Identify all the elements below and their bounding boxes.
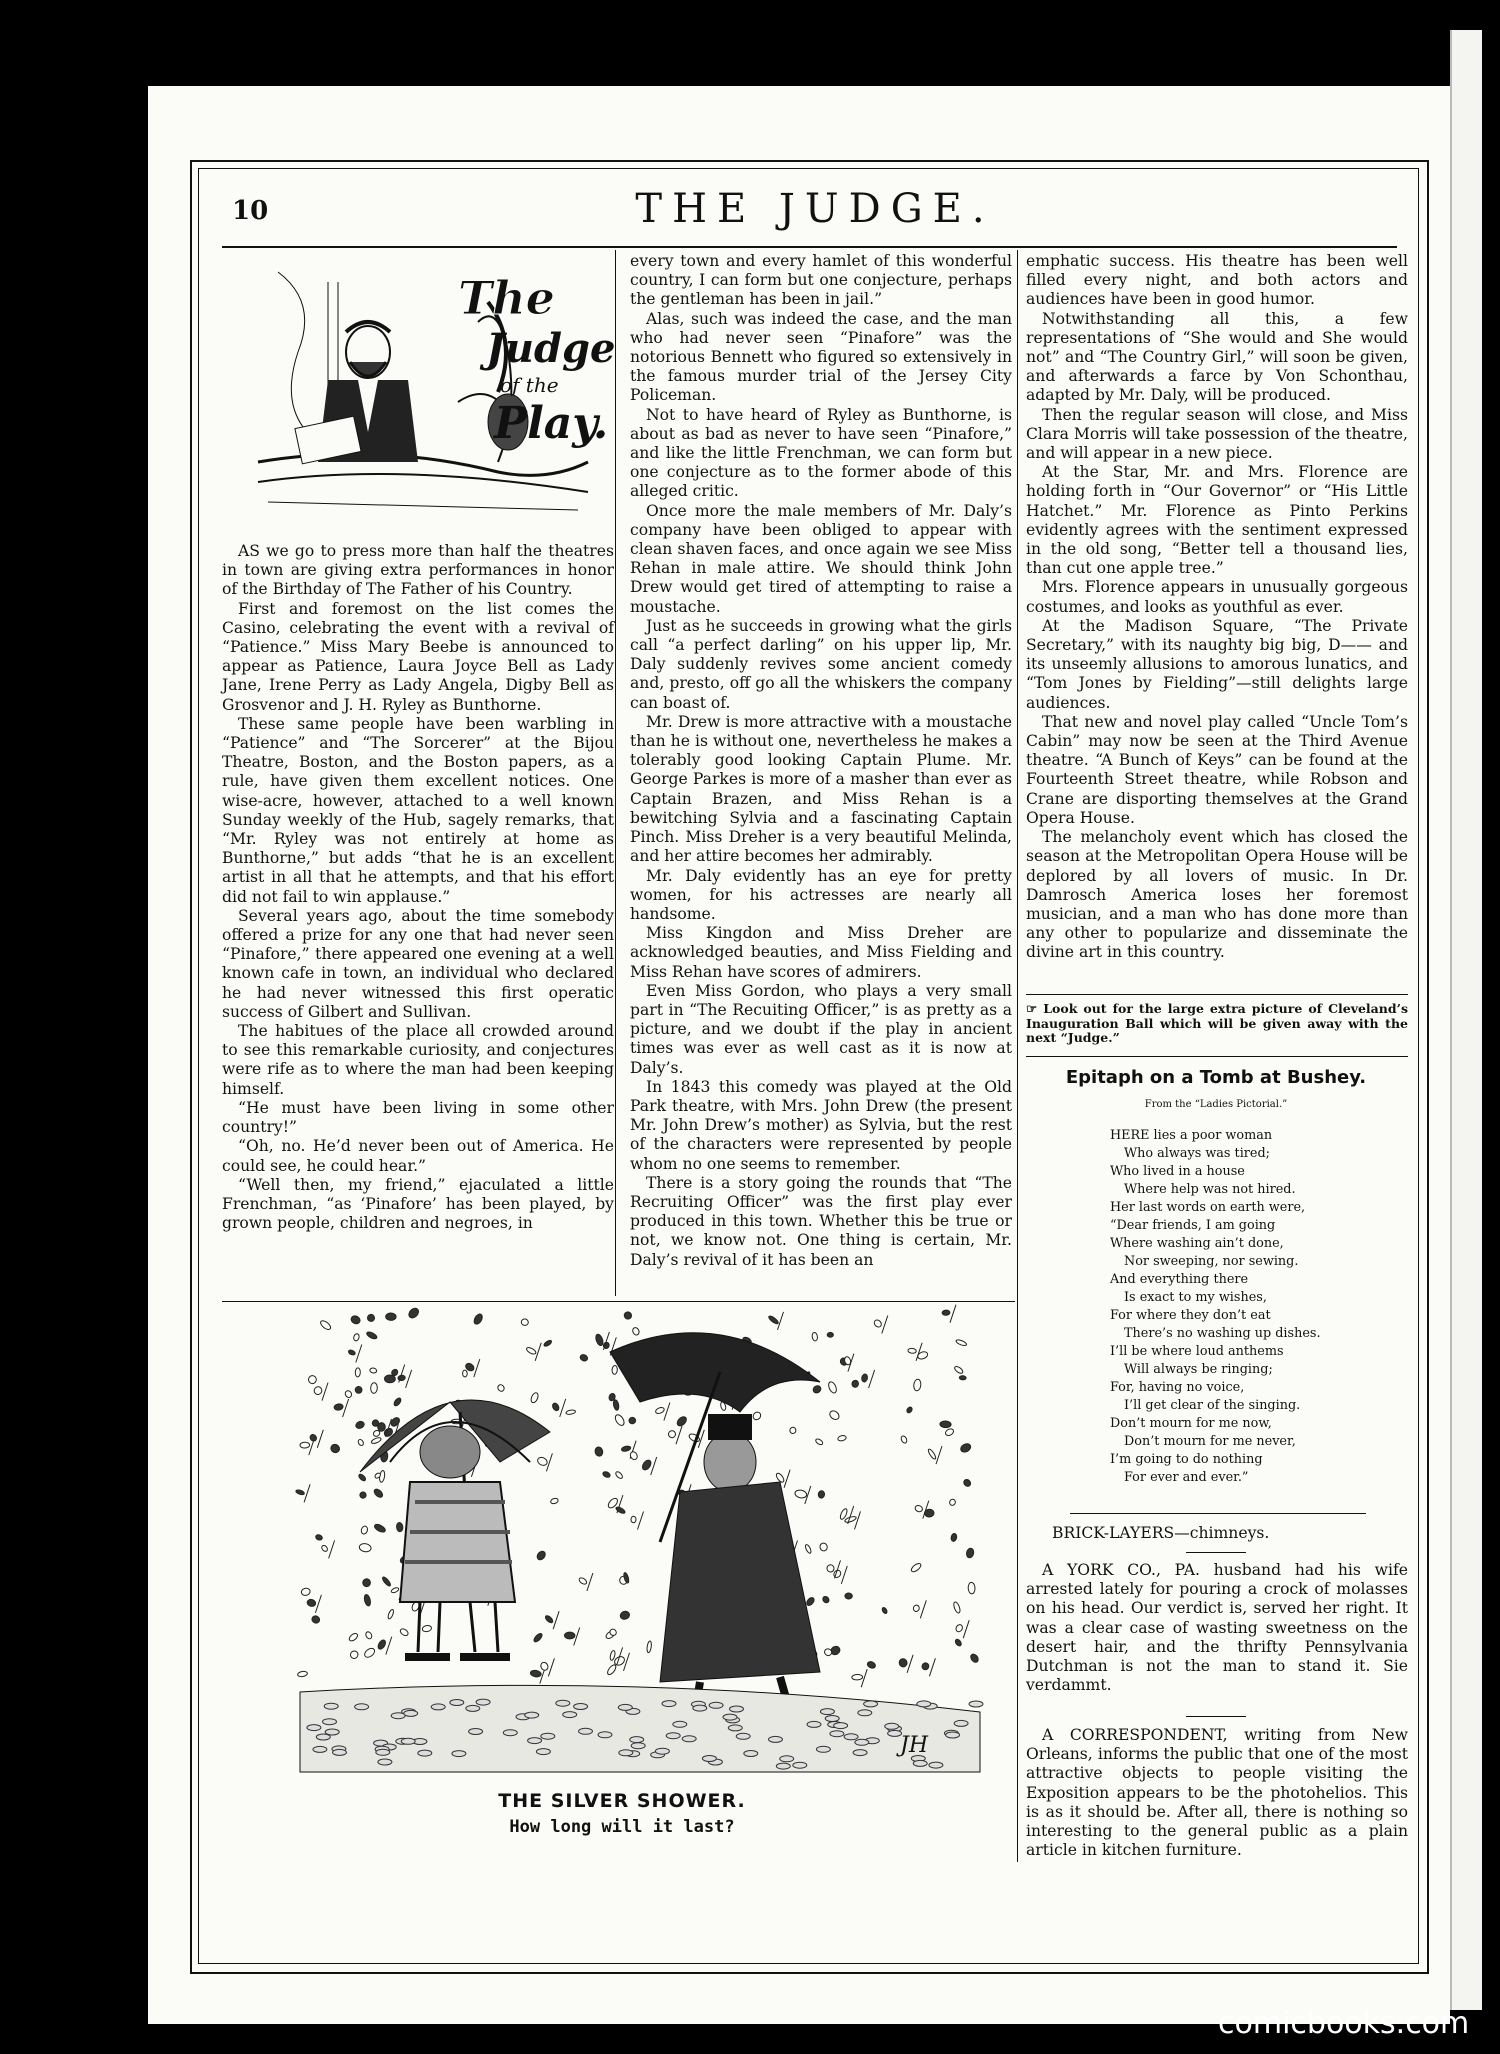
col3-para-5: Mrs. Florence appears in unusually gorgeous costumes, and looks as youthful as ever. bbox=[1026, 578, 1408, 616]
poem-line: There’s no washing up dishes. bbox=[1124, 1326, 1321, 1341]
col1-para-6: “He must have been living in some other country!” bbox=[222, 1098, 614, 1137]
poem-line: Is exact to my wishes, bbox=[1124, 1290, 1267, 1305]
col2-para-9: Even Miss Gordon, who plays a very small part in “The Recuiting Officer,” is as pretty as a picture, and we doubt if the play in ancient times was ever as well cast as it is now at Daly’s. bbox=[630, 981, 1012, 1077]
col3-para-7: That new and novel play called “Uncle Tom’s Cabin” may now be seen at the Third Avenue theatre. “A Bunch of Keys” can be found at the Fourteenth Street theatre, while Robson and Crane are disporting themselves at the Grand Opera House. bbox=[1026, 712, 1408, 827]
poem-line: I’ll be where loud anthems bbox=[1110, 1344, 1284, 1359]
svg-text:JH: JH bbox=[900, 1733, 929, 1758]
bricklayers-squib bbox=[1052, 1524, 1408, 1543]
correspondent-squib bbox=[1026, 1726, 1408, 1860]
column-rule-1 bbox=[615, 250, 616, 1296]
bricklayers-text: BRICK-LAYERS—chimneys. bbox=[1052, 1524, 1270, 1542]
squib-rule-2 bbox=[1186, 1716, 1246, 1717]
epitaph-title: Epitaph on a Tomb at Bushey. bbox=[1065, 1067, 1367, 1088]
epitaph-poem bbox=[1110, 1127, 1321, 1487]
col1-para-4: Several years ago, about the time somebody offered a prize for any one that had never seen “Pinafore,” there appeared one evening at a well known cafe in town, an individual who declared he had never witnessed this first operatic success of Gilbert and Sullivan. bbox=[222, 906, 614, 1021]
judge-of-the-play-logo bbox=[258, 262, 616, 532]
col2-para-3: Not to have heard of Ryley as Bunthorne, is about as bad as never to have seen “Pinafore,” and like the little Frenchman, we can form but one conjecture as to the former abode of this alleged critic. bbox=[630, 405, 1012, 501]
poem-line: For, having no voice, bbox=[1110, 1380, 1245, 1395]
york-text: A YORK CO., PA. husband had his wife arrested lately for pouring a crock of molasses on his head. Our verdict is, served her right. It was a clear case of wasting sweetness on the desert hair, and the thrifty Pennsylvania Dutchman is not the man to stand it. Sie verdammt. bbox=[1026, 1561, 1408, 1695]
poem-line: “Dear friends, I am going bbox=[1110, 1218, 1276, 1233]
york-squib bbox=[1026, 1561, 1408, 1695]
svg-text:The: The bbox=[458, 271, 555, 325]
col3-para-4: At the Star, Mr. and Mrs. Florence are holding forth in “Our Governor” or “His Little Hatchet.” Mr. Florence as Pinto Perkins evidently agrees with the sentiment expressed in the old song, “Better tell a thousand lies, than cut one apple tree.” bbox=[1026, 463, 1408, 578]
col3-para-8: The melancholy event which has closed the season at the Metropolitan Opera House will be deplored by all lovers of music. In Dr. Damrosch America loses her foremost musician, and a man who has done more than any other to popularize and disseminate the divine art in this country. bbox=[1026, 828, 1408, 962]
watermark: comicbooks.com bbox=[1218, 2006, 1470, 2041]
header-rule bbox=[222, 246, 1397, 248]
poem-line: I’ll get clear of the singing. bbox=[1124, 1398, 1301, 1413]
col1-para-1: AS we go to press more than half the theatres in town are giving extra performances in honor of the Birthday of The Father of his Country. bbox=[222, 542, 614, 599]
poem-line: Don’t mourn for me now, bbox=[1110, 1416, 1272, 1431]
epitaph-source: From the “Ladies Pictorial.” bbox=[1144, 1099, 1288, 1110]
col1-para-8: “Well then, my friend,” ejaculated a little Frenchman, “as ‘Pinafore’ has been played, by grown people, children and negroes, in bbox=[222, 1175, 614, 1233]
page-edge bbox=[1450, 30, 1482, 2010]
poem-line: For ever and ever.” bbox=[1124, 1470, 1249, 1485]
col1-para-2: First and foremost on the list comes the Casino, celebrating the event with a revival of “Patience.” Miss Mary Beebe is announced to appear as Patience, Laura Joyce Bell as Lady Jane, Irene Perry as Lady Angela, Digby Bell as Grosvenor and J. H. Ryley as Bunthorne. bbox=[222, 599, 614, 714]
col2-para-6: Mr. Drew is more attractive with a moustache than he is without one, nevertheless he makes a tolerably good looking Captain Plume. Mr. George Parkes is more of a masher than ever as Captain Brazen, and Miss Rehan is a bewitching Sylvia and a fascinating Captain Pinch. Miss Dreher is a very beautiful Melinda, and her attire becomes her admirably. bbox=[630, 712, 1012, 866]
col2-para-8: Miss Kingdon and Miss Dreher are acknowledged beauties, and Miss Fielding and Miss Rehan have scores of admirers. bbox=[630, 924, 1012, 981]
column-1 bbox=[222, 542, 614, 1233]
col3-para-6: At the Madison Square, “The Private Secretary,” with its naughty big big, D—— and its unseemly allusions to amorous lunatics, and “Tom Jones by Fielding”—still delights large audiences. bbox=[1026, 616, 1408, 712]
inauguration-ball-notice: ☞ Look out for the large extra picture of Cleveland’s Inauguration Ball which will be given away with the next “Judge.” bbox=[1026, 1001, 1408, 1045]
squib-rule-1 bbox=[1186, 1552, 1246, 1553]
svg-text:Play.: Play. bbox=[494, 398, 609, 449]
poem-line: Where help was not hired. bbox=[1124, 1182, 1296, 1197]
poem-line: Will always be ringing; bbox=[1124, 1362, 1273, 1377]
col2-para-4: Once more the male members of Mr. Daly’s company have been obliged to appear with clean shaven faces, and once again we see Miss Rehan in male attire. We should think John Drew would get tired of attempting to raise a moustache. bbox=[630, 501, 1012, 616]
poem-line: Nor sweeping, nor sewing. bbox=[1124, 1254, 1299, 1269]
cartoon-caption: THE SILVER SHOWER. bbox=[498, 1790, 746, 1812]
silver-shower-cartoon bbox=[300, 1312, 980, 1772]
notice-rule bbox=[1026, 994, 1408, 995]
col2-para-1: every town and every hamlet of this wonderful country, I can form but one conjecture, perhaps the gentleman has been in jail.” bbox=[630, 252, 1012, 309]
poem-line: HERE lies a poor woman bbox=[1110, 1128, 1273, 1143]
masthead-title: THE JUDGE. bbox=[635, 186, 995, 232]
poem-line: Who lived in a house bbox=[1110, 1164, 1245, 1179]
col2-para-10: In 1843 this comedy was played at the Old Park theatre, with Mrs. John Drew (the present Mr. John Drew’s mother) as Sylvia, but the rest of the characters were represented by people whom no one seems to remember. bbox=[630, 1077, 1012, 1173]
poem-line: I’m going to do nothing bbox=[1110, 1452, 1263, 1467]
poem-line: Her last words on earth were, bbox=[1110, 1200, 1306, 1215]
poem-line: Don’t mourn for me never, bbox=[1124, 1434, 1296, 1449]
col3-para-1: emphatic success. His theatre has been well filled every night, and both actors and audiences have been in good humor. bbox=[1026, 252, 1408, 309]
col3-para-2: Notwithstanding all this, a few representations of “She would and She would not” and “The Country Girl,” will soon be given, and afterwards a farce by Von Schonthau, adapted by Mr. Daly, will be produced. bbox=[1026, 309, 1408, 405]
column-rule-2 bbox=[1017, 250, 1018, 1862]
poem-line: And everything there bbox=[1110, 1272, 1249, 1287]
col1-para-3: These same people have been warbling in “Patience” and “The Sorcerer” at the Bijou Theatre, Boston, and the Boston papers, as a rule, have given them excellent notices. One wise-acre, however, attached to a well known Sunday weekly of the Hub, sagely remarks, that “Mr. Ryley was not entirely at home as Bunthorne,” but adds “that he is an excellent artist in all that he attempts, and that his effort did not fail to win applause.” bbox=[222, 714, 614, 906]
col3-para-3: Then the regular season will close, and Miss Clara Morris will take possession of the theatre, and will appear in a new piece. bbox=[1026, 405, 1408, 463]
cartoon-top-rule bbox=[222, 1301, 1015, 1302]
epitaph-bottom-rule bbox=[1070, 1513, 1366, 1514]
poem-line: For where they don’t eat bbox=[1110, 1308, 1271, 1323]
col1-para-7: “Oh, no. He’d never been out of America. He could see, he could hear.” bbox=[222, 1137, 614, 1175]
svg-text:of the: of the bbox=[500, 373, 559, 397]
col2-para-11: There is a story going the rounds that “The Recruiting Officer” was the first play ever produced in this town. Whether this be true or not, we know not. One thing is certain, Mr. Daly’s revival of it has been an bbox=[630, 1173, 1012, 1269]
cartoon-subcaption: How long will it last? bbox=[509, 1817, 735, 1837]
column-3 bbox=[1026, 252, 1408, 963]
svg-text:Judge: Judge bbox=[486, 325, 616, 372]
poem-line: Where washing ain’t done, bbox=[1110, 1236, 1284, 1251]
correspondent-text: A CORRESPONDENT, writing from New Orleans, informs the public that one of the most attractive objects to people visiting the Exposition appears to be the photohelios. This is as it should be. After all, there is nothing so interesting to the general public as a plain article in kitchen furniture. bbox=[1026, 1726, 1408, 1860]
col2-para-7: Mr. Daly evidently has an eye for pretty women, for his actresses are nearly all handsome. bbox=[630, 866, 1012, 923]
col2-para-2: Alas, such was indeed the case, and the man who had never seen “Pinafore” was the notorious Bennett who figured so extensively in the famous murder trial of the Jersey City Policeman. bbox=[630, 309, 1012, 405]
column-2 bbox=[630, 252, 1012, 1270]
poem-line: Who always was tired; bbox=[1124, 1146, 1270, 1161]
col1-para-5: The habitues of the place all crowded around to see this remarkable curiosity, and conjectures were rife as to where the man had been keeping himself. bbox=[222, 1022, 614, 1098]
page-number: 10 bbox=[232, 196, 269, 226]
epitaph-top-rule bbox=[1026, 1056, 1408, 1057]
col2-para-5: Just as he succeeds in growing what the girls call “a perfect darling” on his upper lip, Mr. Daly suddenly revives some ancient comedy and, presto, off go all the whiskers the company can boast of. bbox=[630, 616, 1012, 712]
